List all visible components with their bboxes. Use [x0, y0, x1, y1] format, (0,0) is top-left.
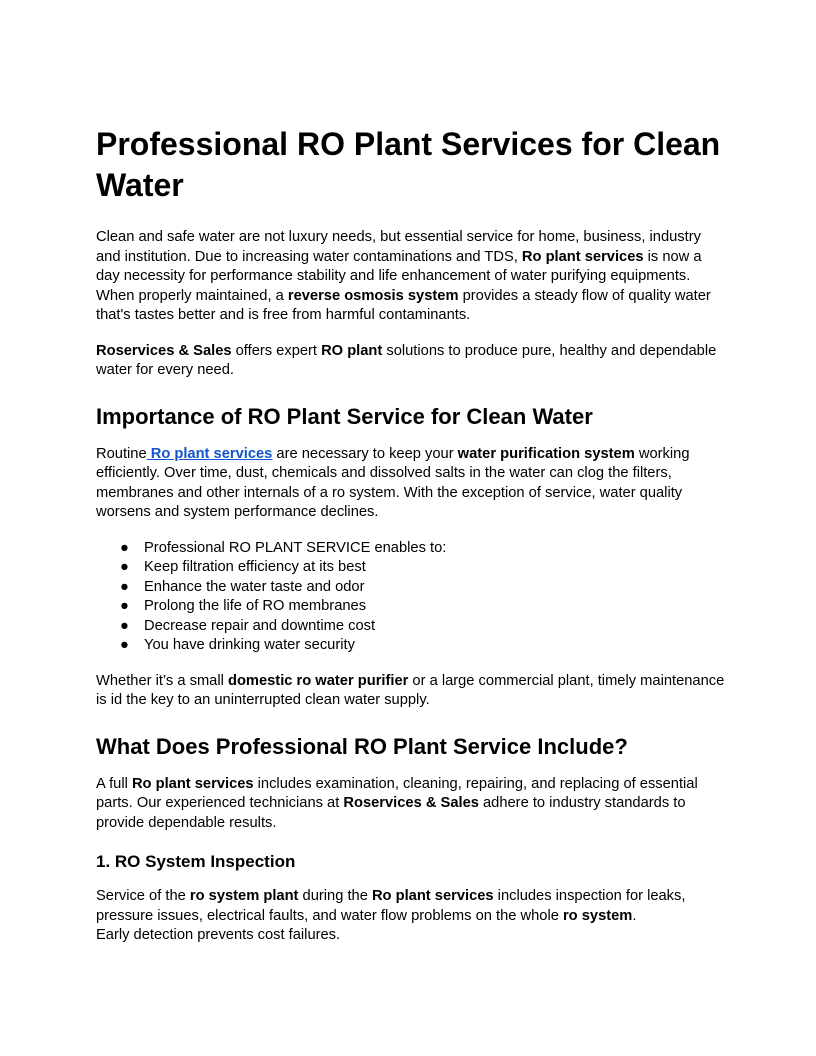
text: is now a day necessity for performance stability and life enhancement of water purifying equipments. When properly maintained, a: [96, 248, 702, 304]
list-item: [120, 636, 726, 656]
bold-text: Roservices & Sales: [343, 795, 479, 811]
section-heading-inspection: 1. RO System Inspection: [96, 852, 296, 871]
text: adhere to industry standards to provide dependable results.: [96, 795, 686, 831]
text: .: [632, 907, 637, 924]
maintenance-paragraph: [96, 672, 726, 711]
bullet-icon: ●: [120, 539, 129, 556]
text: working efficiently. Over time, dust, chemicals and dissolved salts in the water can clog the filters, membranes and other internals of a ro system. With the exception of service, water quality worsens and system performance declines.: [96, 445, 690, 520]
list-item: [120, 597, 726, 617]
bullet-icon: ●: [120, 578, 129, 595]
list-item-text: Professional RO PLANT SERVICE enables to:: [144, 539, 447, 556]
list-item-text: Enhance the water taste and odor: [144, 578, 365, 595]
bullet-icon: ●: [120, 598, 129, 614]
list-item-text: You have drinking water security: [144, 637, 355, 653]
text: includes examination, cleaning, repairing, and replacing of essential parts. Our experienced technicians at: [96, 775, 698, 811]
text: during the: [298, 888, 372, 904]
page-title: Professional RO Plant Services for Clean Water: [96, 126, 721, 203]
bold-text: domestic ro water purifier: [227, 672, 409, 689]
list-item: [120, 539, 726, 559]
bold-text: water purification system: [457, 445, 635, 462]
bold-text: reverse osmosis system: [287, 287, 459, 304]
list-item: [120, 578, 726, 598]
bold-text: RO plant: [321, 342, 383, 359]
document-page: [96, 124, 726, 962]
list-item: [120, 617, 726, 637]
list-item: [120, 558, 726, 578]
intro-paragraph-1: [96, 228, 726, 326]
bullet-icon: ●: [120, 617, 129, 634]
bullet-icon: ●: [120, 559, 129, 575]
list-item-text: Keep filtration efficiency at its best: [144, 559, 366, 575]
list-item-text: Prolong the life of RO membranes: [144, 598, 367, 614]
text: or a large commercial plant, timely maintenance is id the key to an uninterrupted clean water supply.: [96, 672, 725, 708]
include-paragraph: [96, 775, 726, 834]
bold-text: ro system: [562, 907, 633, 924]
benefits-list: [96, 539, 726, 656]
text: offers expert: [231, 342, 322, 359]
inspection-paragraph: [96, 887, 726, 946]
ro-plant-services-link[interactable]: Ro plant services: [146, 445, 273, 462]
bold-text: Ro plant services: [131, 775, 254, 792]
section-heading-include: What Does Professional RO Plant Service Include?: [96, 733, 628, 759]
text: provides a steady flow of quality water that's tastes better and is free from harmful contaminants.: [96, 287, 711, 323]
list-item-text: Decrease repair and downtime cost: [144, 617, 376, 634]
bullet-icon: ●: [120, 637, 129, 653]
text: Service of the: [96, 888, 190, 904]
text: includes inspection for leaks, pressure issues, electrical faults, and water flow problems on the whole: [96, 888, 686, 924]
text: are necessary to keep your: [272, 445, 458, 462]
text: Routine: [96, 445, 147, 462]
text: Clean and safe water are not luxury needs, but essential service for home, business, industry and institution. Due to increasing water contaminations and TDS,: [96, 229, 701, 265]
intro-paragraph-2: [96, 342, 726, 381]
text: A full: [96, 775, 132, 792]
text: Early detection prevents cost failures.: [96, 927, 341, 943]
text: Whether it’s a small: [96, 672, 228, 689]
bold-text: Roservices & Sales: [96, 342, 232, 359]
text: solutions to produce pure, healthy and dependable water for every need.: [96, 342, 717, 378]
bold-text: Ro plant services: [371, 888, 494, 904]
bold-text: ro system plant: [189, 888, 299, 904]
bold-text: Ro plant services: [521, 248, 644, 265]
importance-paragraph: [96, 445, 726, 523]
section-heading-importance: Importance of RO Plant Service for Clean Water: [96, 403, 593, 429]
